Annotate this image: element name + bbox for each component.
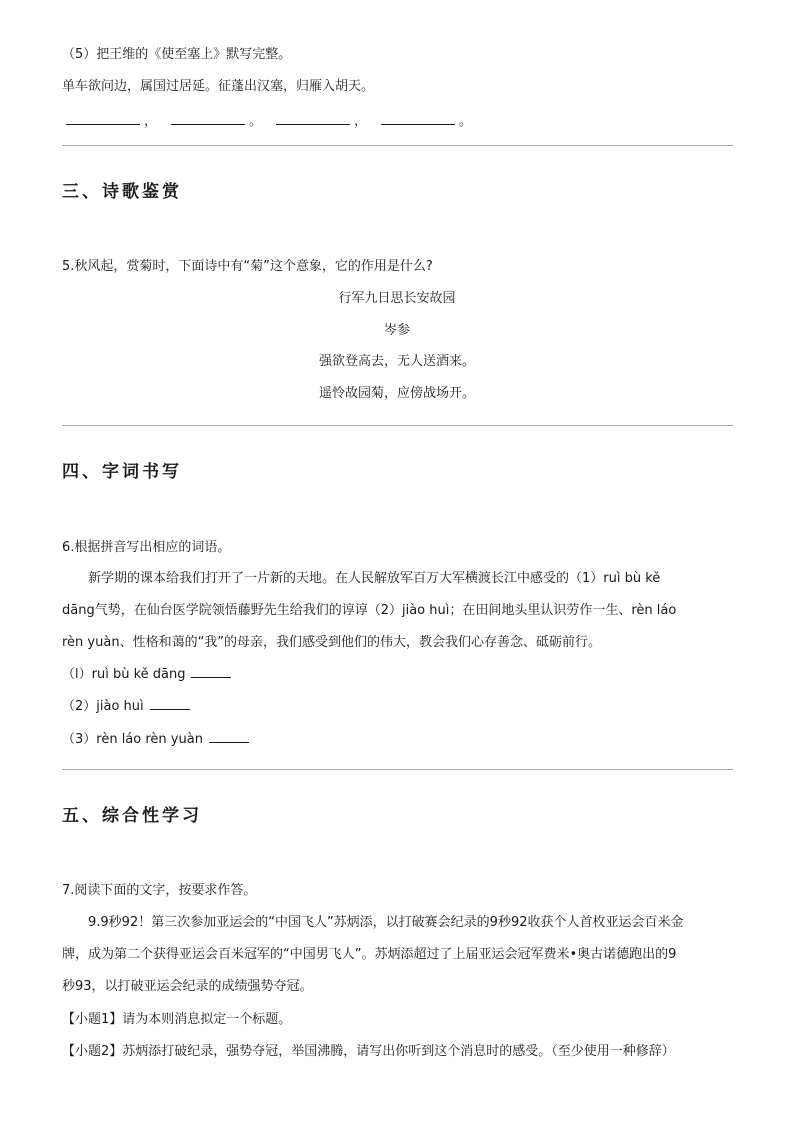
- section-divider: [62, 769, 733, 770]
- answer-blank-4[interactable]: [381, 112, 455, 125]
- answer-blank-1[interactable]: [66, 112, 140, 125]
- q4-item5-prompt: （5）把王维的《使至塞上》默写完整。: [62, 47, 292, 62]
- section3-heading: 三、诗歌鉴赏: [62, 182, 182, 202]
- q7-paragraph-line-3: 秒93，以打破亚运会纪录的成绩强势夺冠。: [62, 979, 313, 994]
- q7-paragraph-line-2: 牌，成为第二个获得亚运会百米冠军的“中国男飞人”。苏炳添超过了上届亚运会冠军费米•奥古诺德跑出的9: [62, 947, 677, 962]
- q7-subquestion-2: 【小题2】苏炳添打破纪录，强势夺冠，举国沸腾，请写出你听到这个消息时的感受。（至少使用一种修辞）: [62, 1044, 675, 1059]
- section-divider: [62, 425, 733, 426]
- q6-paragraph-line-1: 新学期的课本给我们打开了一片新的天地。在人民解放军百万大军横渡长江中感受的（1）ruì bù kě: [88, 571, 661, 586]
- poem-line-1: 强欲登高去，无人送酒来。: [318, 354, 475, 369]
- separator: 。: [249, 114, 263, 129]
- separator: ，: [354, 114, 368, 129]
- section4-heading: 四、字词书写: [62, 462, 182, 482]
- answer-blank-3[interactable]: [276, 112, 350, 125]
- q6-item-3: [62, 730, 249, 750]
- separator: 。: [459, 114, 473, 129]
- q4-item5-poem-text: 单车欲问边，属国过居延。征蓬出汉塞，归雁入胡天。: [62, 79, 375, 94]
- q6-item-2-label: （2）jiào huì: [62, 699, 144, 714]
- q6-item-3-label: （3）rèn láo rèn yuàn: [62, 732, 203, 747]
- q6-item-1-label: （l）ruì bù kě dāng: [62, 667, 186, 682]
- q6-paragraph-line-3: rèn yuàn、性格和蔼的“我”的母亲，我们感受到他们的伟大，教会我们心存善念、砥砺前行。: [62, 635, 602, 650]
- q7-paragraph-line-1: 9.9秒92！第三次参加亚运会的“中国飞人”苏炳添，以打破赛会纪录的9秒92收获个人首枚亚运会百米金: [88, 915, 684, 930]
- answer-blank[interactable]: [209, 730, 249, 743]
- poem-title: 行军九日思长安故园: [338, 291, 456, 306]
- q6-item-1: [62, 665, 231, 685]
- question-6: 6.根据拼音写出相应的词语。: [62, 540, 231, 555]
- q6-paragraph-line-2: dāng气势，在仙台医学院领悟藤野先生给我们的谆谆（2）jiào huì；在田间地头里认识劳作一生、rèn láo: [62, 603, 677, 618]
- section5-heading: 五、综合性学习: [62, 806, 202, 826]
- poem-author: 岑参: [383, 323, 410, 338]
- q4-item5-answer-row: [66, 112, 486, 132]
- question-7: 7.阅读下面的文字，按要求作答。: [62, 883, 257, 898]
- q7-subquestion-1: 【小题1】请为本则消息拟定一个标题。: [62, 1012, 292, 1027]
- answer-blank[interactable]: [191, 665, 231, 678]
- separator: ，: [144, 114, 158, 129]
- question-5: 5.秋风起，赏菊时，下面诗中有“菊”这个意象，它的作用是什么?: [62, 259, 433, 274]
- poem-line-2: 遥怜故园菊，应傍战场开。: [318, 386, 475, 401]
- answer-blank[interactable]: [150, 697, 190, 710]
- q6-item-2: [62, 697, 190, 717]
- answer-blank-2[interactable]: [171, 112, 245, 125]
- section-divider: [62, 145, 733, 146]
